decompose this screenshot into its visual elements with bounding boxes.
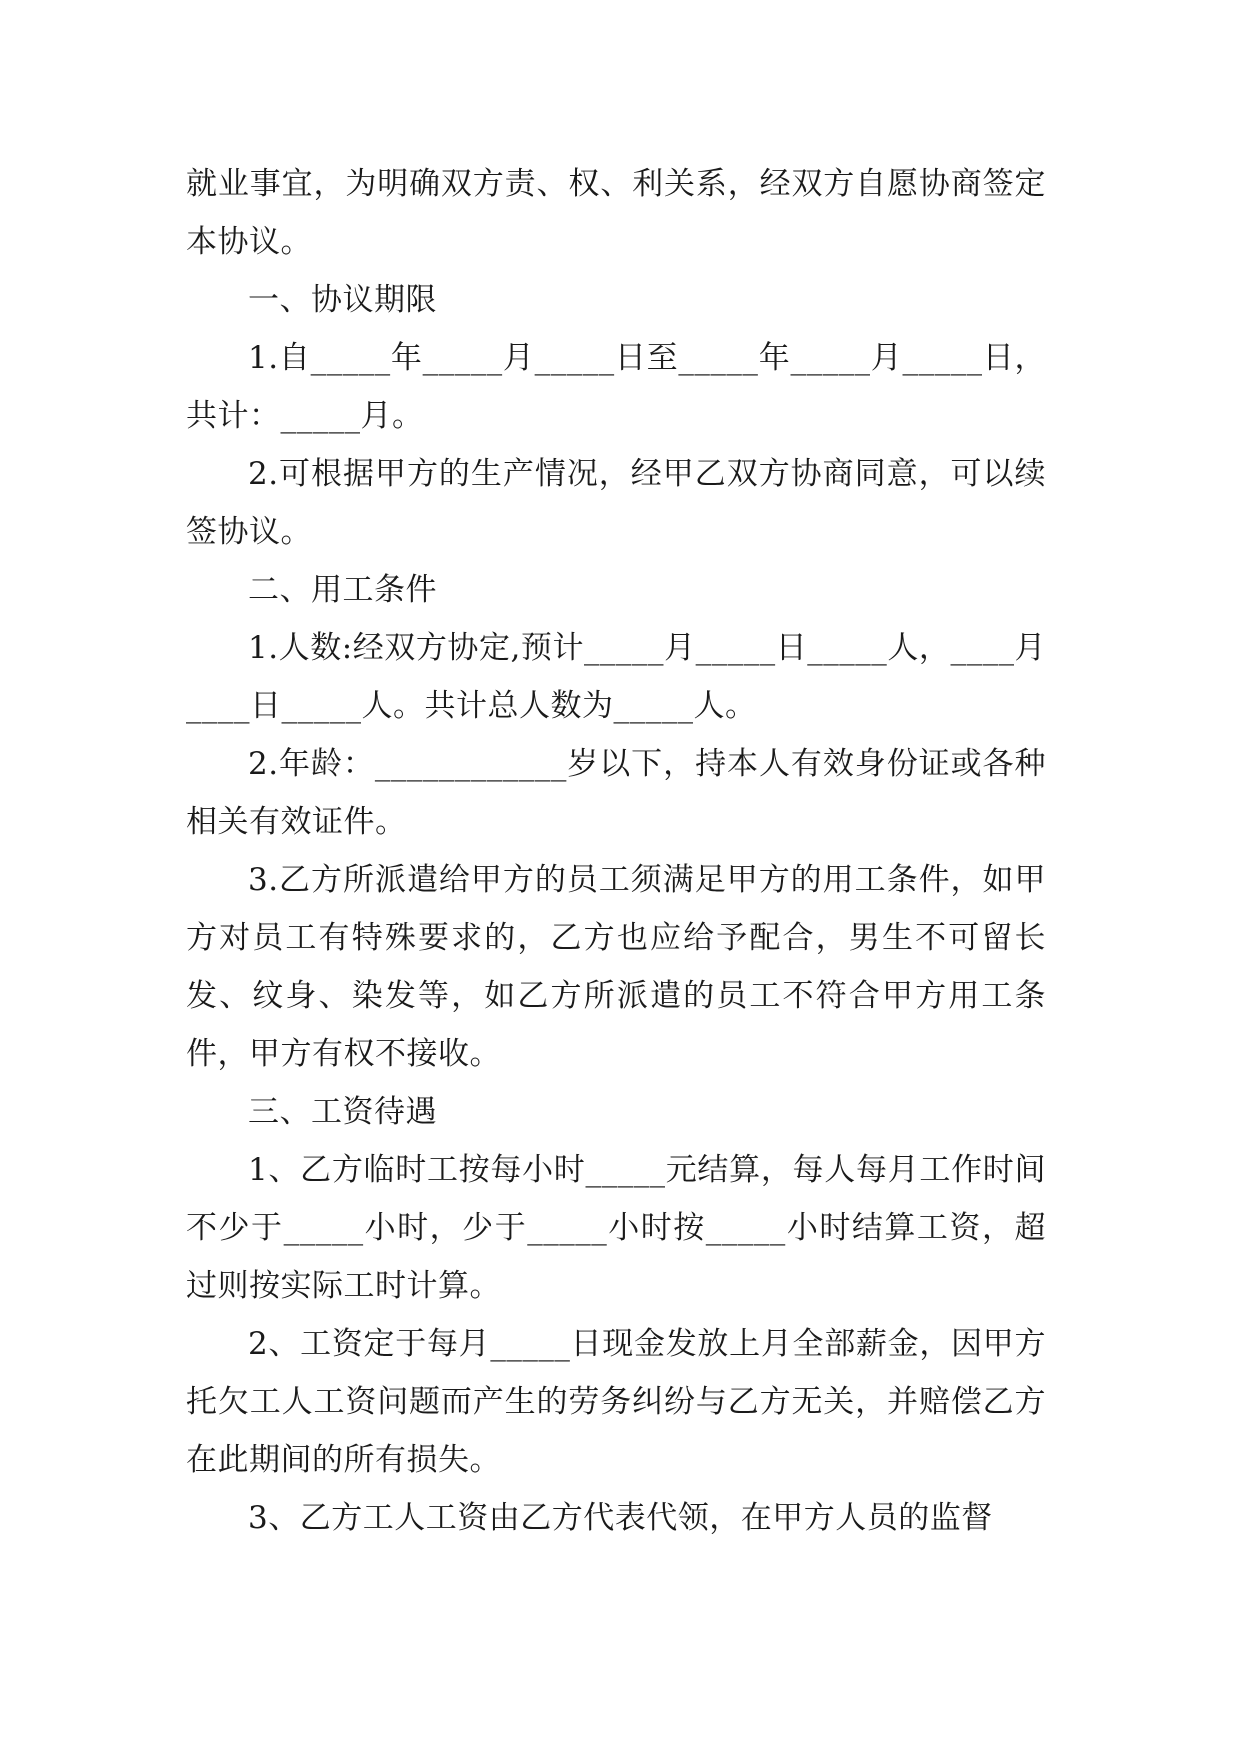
paragraph-renewal: 2.可根据甲方的生产情况，经甲乙双方协商同意，可以续签协议。 [186,456,1046,550]
paragraph-employee-requirements: 3.乙方所派遣给甲方的员工须满足甲方的用工条件，如甲方对员工有特殊要求的，乙方也应给予配合，男生不可留长发、纹身、染发等，如乙方所派遣的员工不符合甲方用工条件，甲方有权不接收。 [186,862,1046,1072]
section-heading-employment-conditions: 二、用工条件 [248,572,437,608]
paragraph-intro-continuation: 就业事宜，为明确双方责、权、利关系，经双方自愿协商签定本协议。 [186,166,1046,260]
paragraph-hourly-wage: 1、乙方临时工按每小时_____元结算，每人每月工作时间不少于_____小时，少于_____小时按_____小时结算工资，超过则按实际工时计算。 [186,1152,1046,1304]
paragraph-payment-date: 2、工资定于每月_____日现金发放上月全部薪金，因甲方托欠工人工资问题而产生的劳务纠纷与乙方无关，并赔偿乙方在此期间的所有损失。 [186,1326,1046,1478]
paragraph-term-dates: 1.自_____年_____月_____日至_____年_____月_____日，共计：_____月。 [186,340,1046,434]
paragraph-age: 2.年龄：____________岁以下，持本人有效身份证或各种相关有效证件。 [186,746,1046,840]
section-heading-wages: 三、工资待遇 [248,1094,437,1130]
paragraph-headcount: 1.人数:经双方协定,预计_____月_____日_____人，____月____日_____人。共计总人数为_____人。 [186,630,1046,724]
paragraph-wage-collection: 3、乙方工人工资由乙方代表代领，在甲方人员的监督 [248,1500,993,1536]
section-heading-agreement-term: 一、协议期限 [248,282,437,318]
document-body [186,155,1046,1547]
